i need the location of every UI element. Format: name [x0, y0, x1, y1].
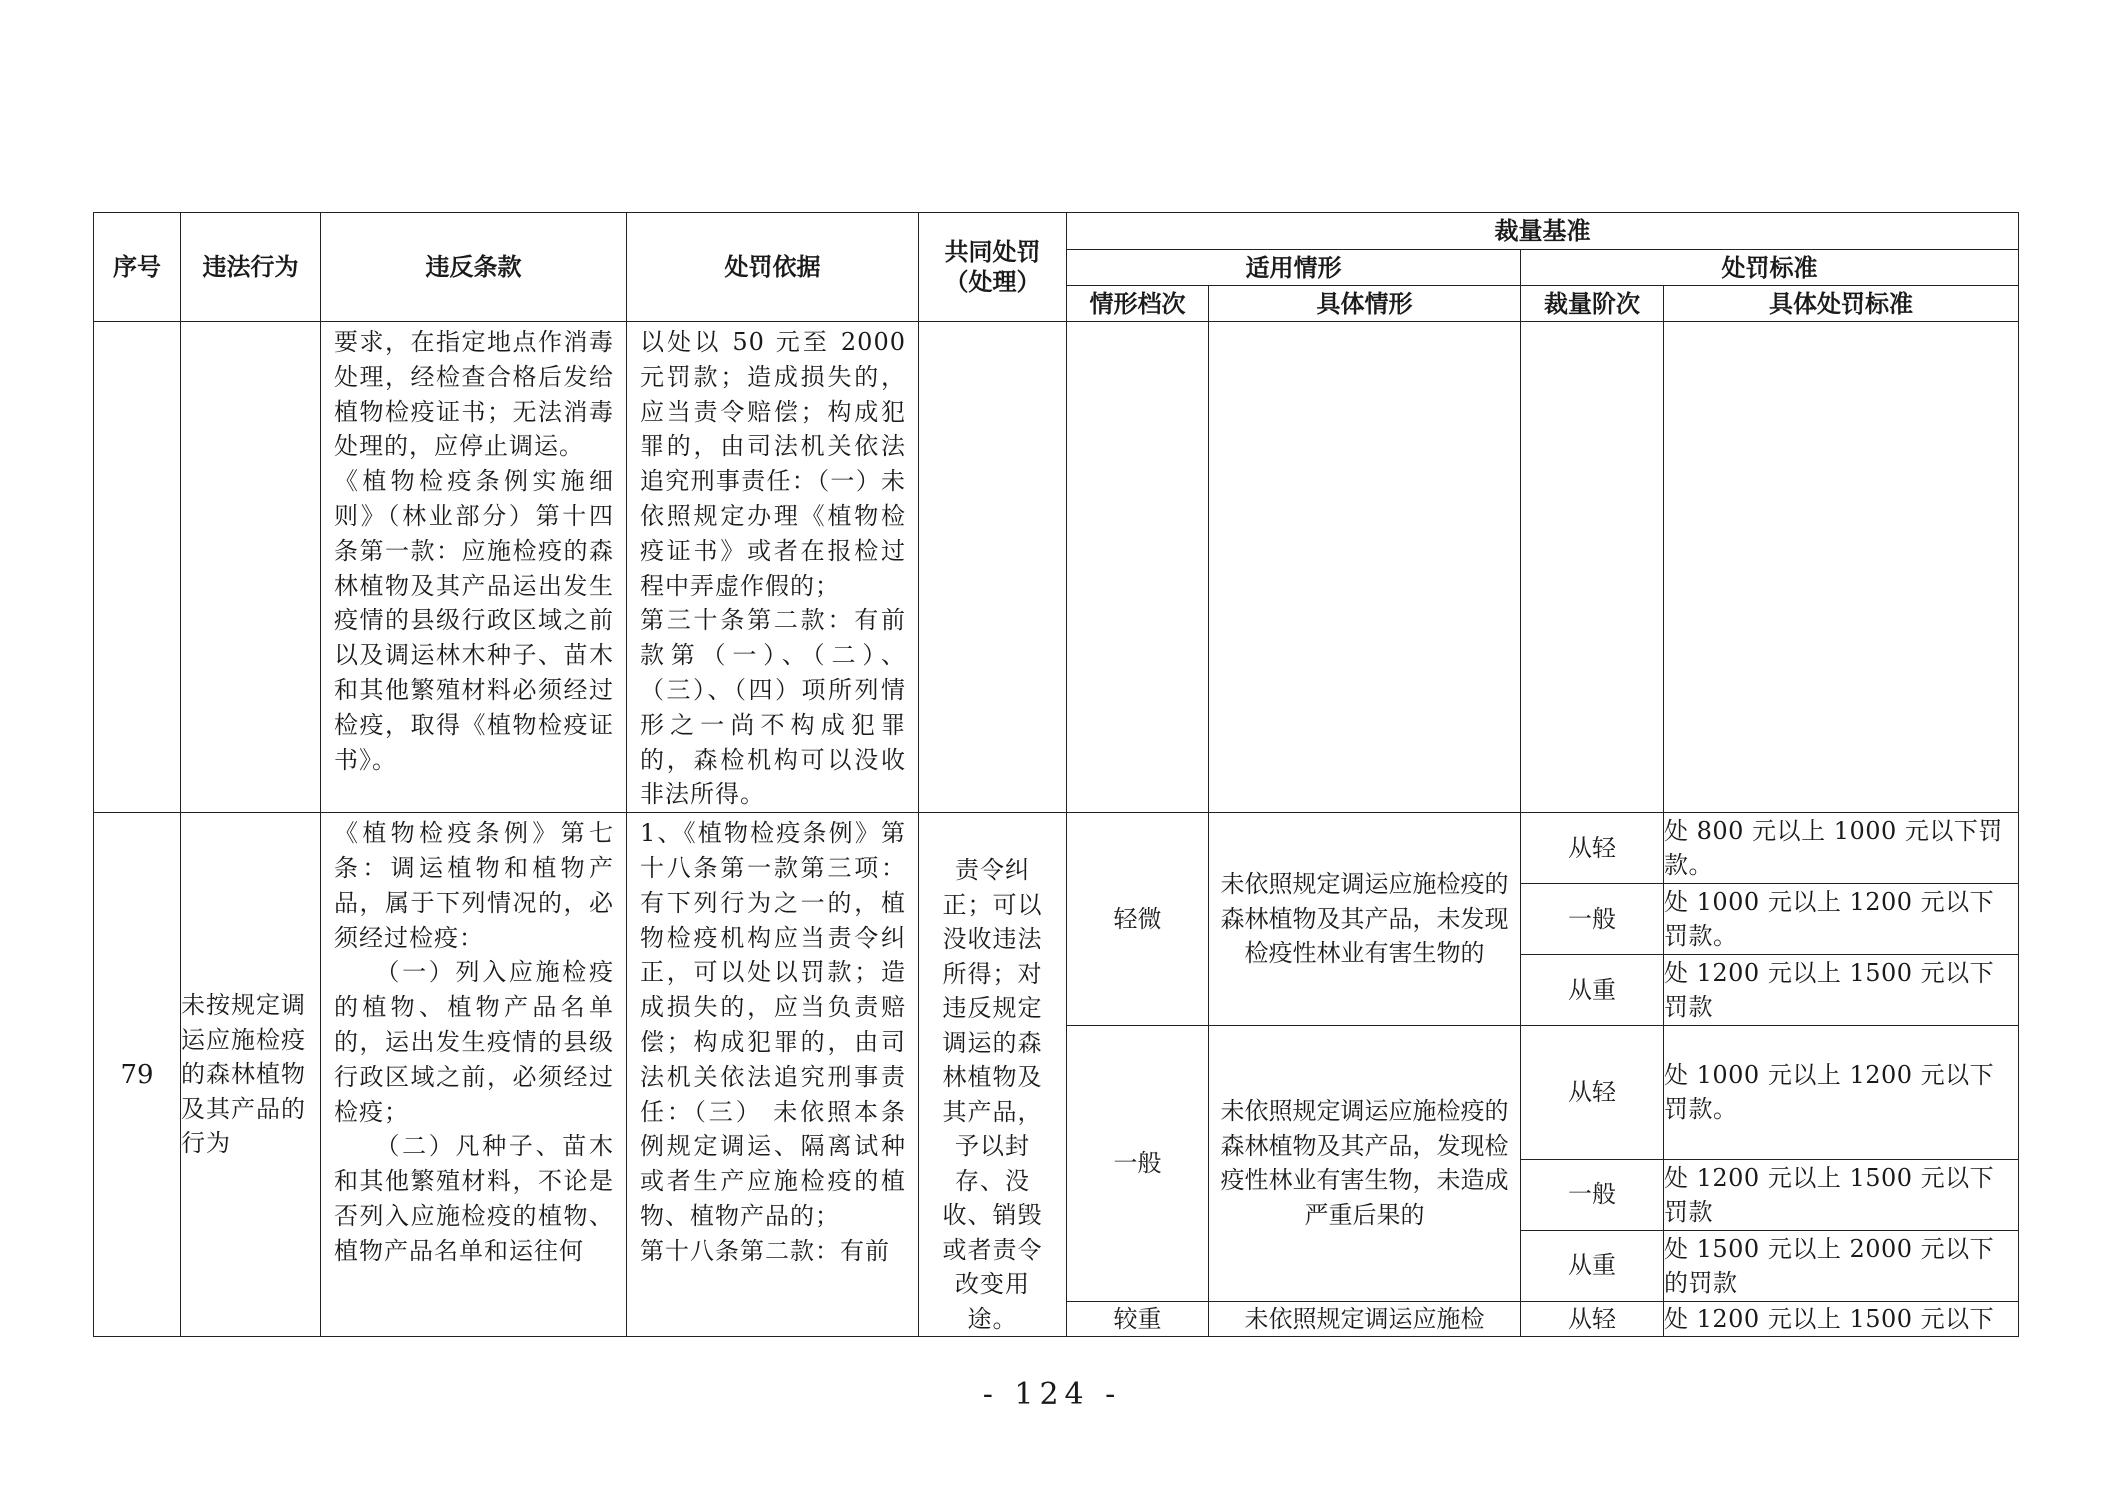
cell-seq: 79 [94, 813, 181, 1337]
cell-standard: 处 1200 元以上 1500 元以下 [1664, 1301, 2019, 1337]
cell-order: 一般 [1521, 1159, 1664, 1230]
table-row-79 [94, 813, 2019, 884]
page-number: - 124 - [982, 1377, 1122, 1412]
cell-standard: 处 1500 元以上 2000 元以下的罚款 [1664, 1230, 2019, 1301]
cell-order: 从轻 [1521, 813, 1664, 884]
cell-basis [627, 813, 919, 1337]
cell-standard: 处 1200 元以上 1500 元以下罚款 [1664, 955, 2019, 1026]
cell-standard: 处 1000 元以上 1200 元以下罚款。 [1664, 1026, 2019, 1160]
header-common-line1: 共同处罚 [944, 238, 1041, 266]
cell-situation: 未依照规定调运应施检疫的森林植物及其产品，发现检疫性林业有害生物，未造成严重后果的 [1209, 1026, 1521, 1302]
cell-standard: 处 800 元以上 1000 元以下罚款。 [1664, 813, 2019, 884]
cell-situation: 未依照规定调运应施检疫的森林植物及其产品，未发现检疫性林业有害生物的 [1209, 813, 1521, 1026]
header-common [919, 213, 1067, 322]
header-specific-standard: 具体处罚标准 [1664, 286, 2019, 322]
cell-empty [181, 322, 321, 813]
cell-empty [1067, 322, 1209, 813]
cell-empty [1209, 322, 1521, 813]
cell-level: 一般 [1067, 1026, 1209, 1302]
header-seq: 序号 [94, 213, 181, 322]
basis-text: 以处以 50 元至 2000 元罚款；造成损失的，应当责令赔偿；构成犯罪的，由司法机关依法追究刑事责任：（一）未依照规定办理《植物检疫证书》或者在报检过程中弄虚作假的； 第三十条第二款：有前款第（一）、（二）、（三）、（四）项所列情形之一尚不构成犯罪的，森检机构可以没收非法所得。 [640, 328, 906, 809]
header-common-line2: （处理） [944, 268, 1041, 296]
cell-situation: 未依照规定调运应施检 [1209, 1301, 1521, 1337]
header-basis: 处罚依据 [627, 213, 919, 322]
header-situation: 适用情形 [1067, 250, 1521, 286]
cell-order: 一般 [1521, 884, 1664, 955]
cell-violated-continued [321, 322, 627, 813]
cell-standard: 处 1200 元以上 1500 元以下罚款 [1664, 1159, 2019, 1230]
table-row-continued [94, 322, 2019, 813]
cell-order: 从轻 [1521, 1026, 1664, 1160]
violated-text: 《植物检疫条例》第七条：调运植物和植物产品，属于下列情况的，必须经过检疫： （一）列入应施检疫的植物、植物产品名单的，运出发生疫情的县级行政区域之前，必须经过检疫； （二）凡种子、苗木和其他繁殖材料，不论是否列入应施检疫的植物、植物产品名单和运往何 [334, 819, 614, 1265]
basis-text: 1、《植物检疫条例》第十八条第一款第三项：有下列行为之一的，植物检疫机构应当责令纠正，可以处以罚款；造成损失的，应当负责赔偿；构成犯罪的，由司法机关依法追究刑事责任：（三） 未依照本条例规定调运、隔离试种或者生产应施检疫的植物、植物产品的； 第十八条第二款：有前 [640, 819, 906, 1265]
header-discretion: 裁量基准 [1067, 213, 2019, 250]
cell-basis-continued [627, 322, 919, 813]
discretion-table [93, 212, 2019, 1337]
cell-empty [1521, 322, 1664, 813]
cell-standard: 处 1000 元以上 1200 元以下罚款。 [1664, 884, 2019, 955]
violated-text: 要求，在指定地点作消毒处理，经检查合格后发给植物检疫证书；无法消毒处理的，应停止调运。 《植物检疫条例实施细则》（林业部分）第十四条第一款：应施检疫的森林植物及其产品运出发生疫情的县级行政区域之前以及调运林木种子、苗木和其他繁殖材料必须经过检疫，取得《植物检疫证书》。 [334, 328, 614, 774]
cell-empty [1664, 322, 2019, 813]
common-text: 责令纠正；可以没收违法所得；对违反规定调运的森林植物及其产品，予以封存、没收、销毁或者责令改变用途。 [942, 856, 1043, 1333]
cell-level: 轻微 [1067, 813, 1209, 1026]
cell-violated [321, 813, 627, 1337]
header-level: 情形档次 [1067, 286, 1209, 322]
cell-empty [919, 322, 1067, 813]
header-order: 裁量阶次 [1521, 286, 1664, 322]
header-behavior: 违法行为 [181, 213, 321, 322]
cell-level: 较重 [1067, 1301, 1209, 1337]
cell-common [919, 813, 1067, 1337]
header-violated: 违反条款 [321, 213, 627, 322]
cell-order: 从重 [1521, 955, 1664, 1026]
cell-order: 从轻 [1521, 1301, 1664, 1337]
header-specific: 具体情形 [1209, 286, 1521, 322]
cell-behavior: 未按规定调运应施检疫的森林植物及其产品的行为 [181, 813, 321, 1337]
header-standard: 处罚标准 [1521, 250, 2019, 286]
cell-empty [94, 322, 181, 813]
cell-order: 从重 [1521, 1230, 1664, 1301]
